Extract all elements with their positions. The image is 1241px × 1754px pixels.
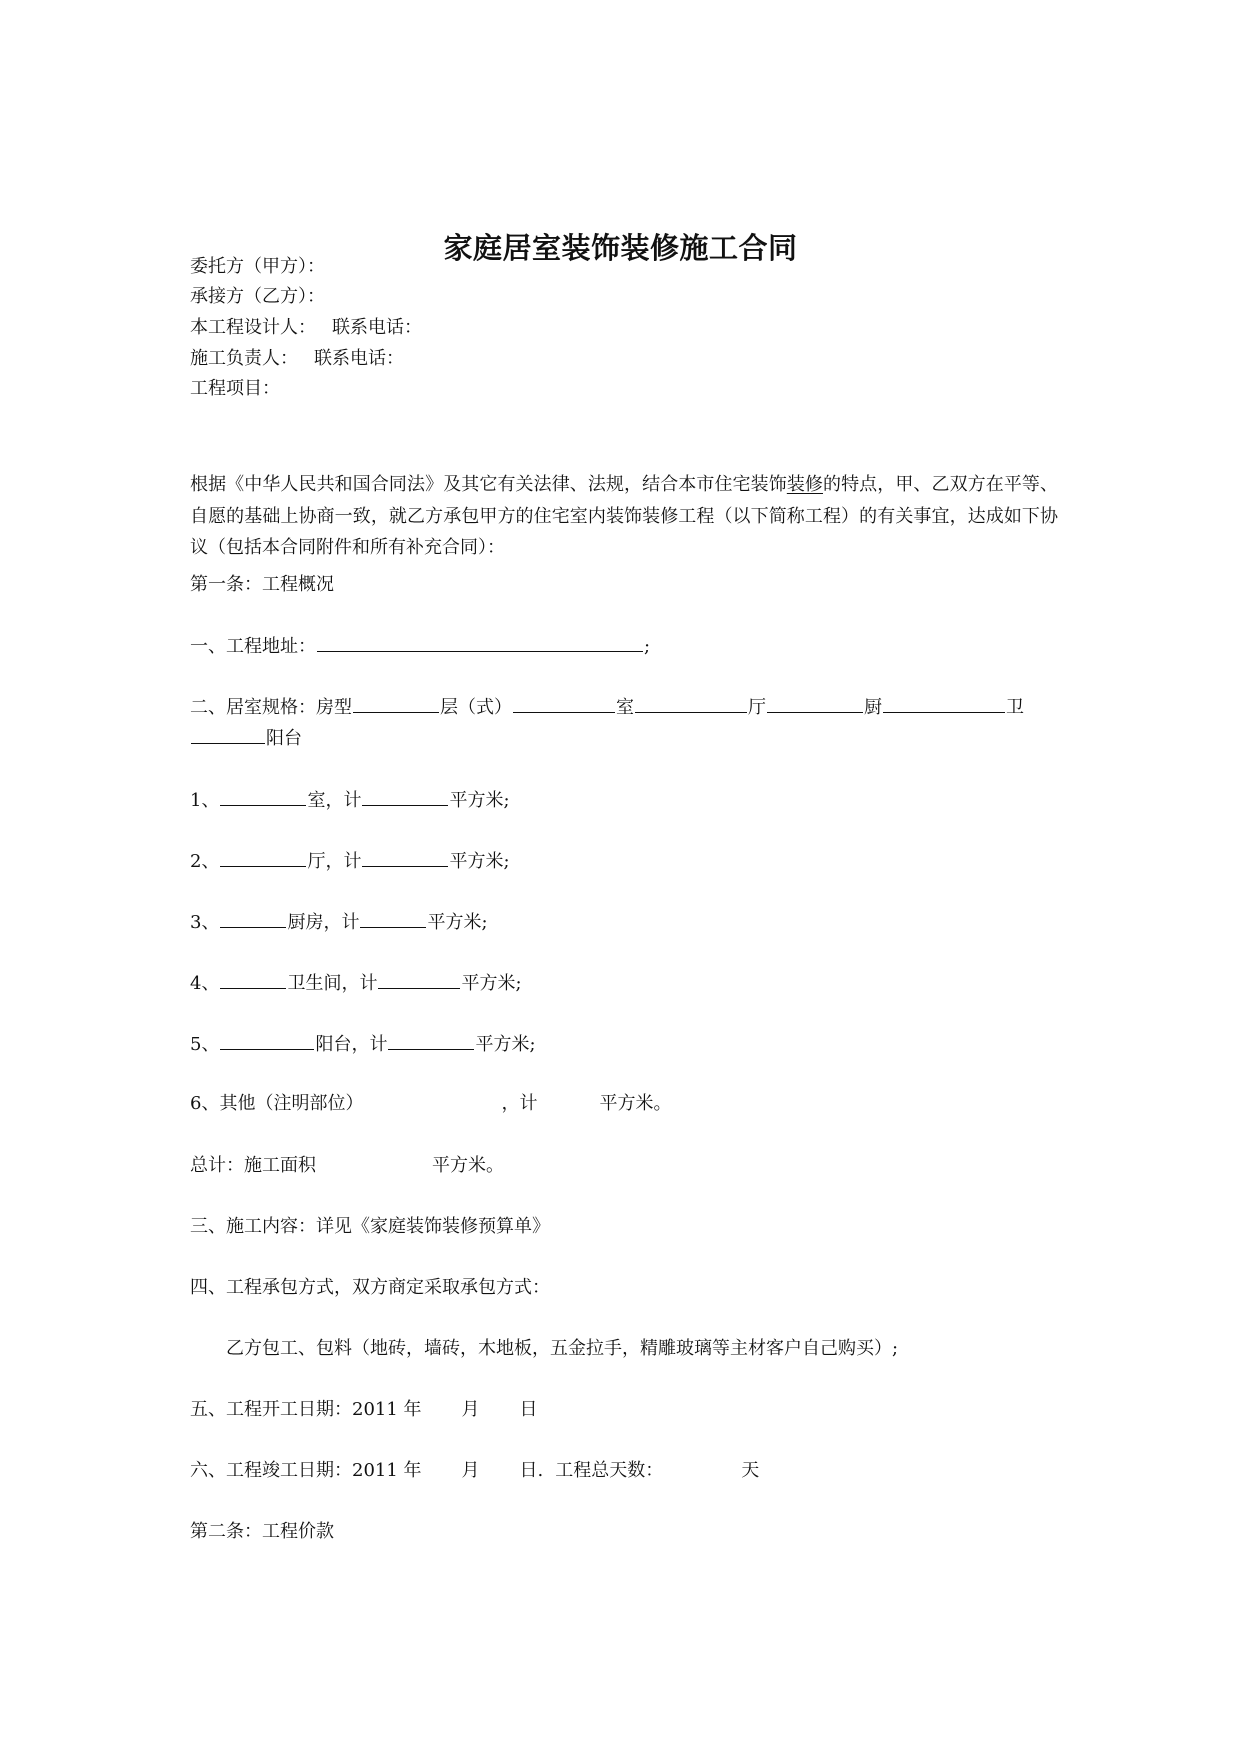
area-item-6-mid: ，计 bbox=[501, 1093, 538, 1114]
spec-room-blank bbox=[513, 695, 615, 713]
area-item-5-num: 5、 bbox=[190, 1034, 220, 1055]
area-item-1 bbox=[190, 788, 510, 812]
supervisor-label: 施工负责人： bbox=[190, 348, 298, 369]
spec-kitchen-blank bbox=[767, 695, 863, 713]
area-item-4-area-blank bbox=[378, 971, 460, 989]
spec-bath-blank bbox=[883, 695, 1005, 713]
designer-label: 本工程设计人： bbox=[190, 317, 316, 338]
spec-hall-blank bbox=[635, 695, 747, 713]
spec-label: 二、居室规格：房型 bbox=[190, 697, 352, 718]
area-item-5-unit: 阳台，计 bbox=[315, 1034, 388, 1055]
address-line bbox=[190, 634, 650, 658]
address-blank bbox=[317, 634, 643, 652]
area-item-1-area-blank bbox=[362, 788, 448, 806]
area-item-3-end: 平方米; bbox=[427, 912, 488, 933]
area-item-5 bbox=[190, 1032, 536, 1056]
address-end: ; bbox=[644, 636, 651, 657]
total-days-unit: 天 bbox=[741, 1460, 760, 1481]
address-label: 一、工程地址： bbox=[190, 636, 316, 657]
finish-day-label: 日. bbox=[519, 1460, 544, 1481]
spec-balcony-label: 阳台 bbox=[266, 728, 302, 749]
project-line: 工程项目： bbox=[190, 378, 280, 399]
designer-phone-label: 联系电话： bbox=[332, 317, 422, 338]
contract-mode-detail: 乙方包工、包料（地砖，墙砖，木地板，五金拉手，精雕玻璃等主材客户自己购买）; bbox=[226, 1338, 899, 1359]
preamble-underlined: 装修 bbox=[786, 474, 823, 495]
area-item-1-unit: 室，计 bbox=[307, 790, 362, 811]
area-item-6-label: 6、其他（注明部位） bbox=[190, 1093, 364, 1114]
area-item-5-count-blank bbox=[220, 1032, 314, 1050]
finish-date-line bbox=[190, 1460, 759, 1482]
area-item-3-num: 3、 bbox=[190, 912, 220, 933]
spec-floor-label: 层（式） bbox=[440, 697, 512, 718]
area-item-2-count-blank bbox=[220, 849, 306, 867]
area-item-2-end: 平方米; bbox=[449, 851, 510, 872]
area-item-4-unit: 卫生间，计 bbox=[287, 973, 378, 994]
area-item-4-end: 平方米; bbox=[461, 973, 522, 994]
area-item-2-num: 2、 bbox=[190, 851, 220, 872]
start-day-label: 日 bbox=[519, 1399, 538, 1420]
area-item-5-area-blank bbox=[388, 1032, 474, 1050]
area-item-1-end: 平方米; bbox=[449, 790, 510, 811]
spec-kitchen-label: 厨 bbox=[864, 697, 882, 718]
preamble-paragraph bbox=[190, 469, 1058, 564]
start-date-line bbox=[190, 1399, 538, 1421]
article-2-heading: 第二条：工程价款 bbox=[190, 1521, 334, 1542]
area-item-1-num: 1、 bbox=[190, 790, 220, 811]
designer-line bbox=[190, 317, 422, 339]
area-item-4-count-blank bbox=[220, 971, 286, 989]
area-item-3-area-blank bbox=[360, 910, 426, 928]
area-item-3-count-blank bbox=[220, 910, 286, 928]
contract-mode-line: 四、工程承包方式，双方商定采取承包方式： bbox=[190, 1277, 550, 1298]
client-line: 委托方（甲方）： bbox=[190, 256, 325, 277]
total-area-end: 平方米。 bbox=[432, 1155, 504, 1176]
finish-month-label: 月 bbox=[461, 1460, 480, 1481]
area-item-6 bbox=[190, 1093, 671, 1115]
area-item-4 bbox=[190, 971, 522, 995]
area-item-2 bbox=[190, 849, 510, 873]
spec-room-label: 室 bbox=[616, 697, 634, 718]
total-area-line bbox=[190, 1155, 504, 1177]
spec-line-1 bbox=[190, 695, 1024, 719]
spec-floor-blank bbox=[353, 695, 439, 713]
spec-bath-label: 卫 bbox=[1006, 697, 1024, 718]
preamble-part1: 根据《中华人民共和国合同法》及其它有关法律、法规，结合本市住宅装饰 bbox=[190, 474, 787, 495]
area-item-3-unit: 厨房，计 bbox=[287, 912, 360, 933]
spec-balcony-blank bbox=[191, 726, 265, 744]
area-item-2-unit: 厅，计 bbox=[307, 851, 362, 872]
preamble-part2: 的特点，甲、乙双方在平等、自愿的基础上协商一致，就乙方承包甲方的住宅室内装饰装修工程（以下简称工程）的有关事宜，达成如下协议（包括本合同附件和所有补充合同）： bbox=[190, 474, 1059, 558]
finish-date-label: 六、工程竣工日期：2011 年 bbox=[190, 1460, 422, 1481]
total-days-label: 工程总天数： bbox=[555, 1460, 664, 1481]
total-area-label: 总计：施工面积 bbox=[190, 1155, 316, 1176]
area-item-2-area-blank bbox=[362, 849, 448, 867]
area-item-5-end: 平方米; bbox=[475, 1034, 536, 1055]
article-1-heading: 第一条：工程概况 bbox=[190, 574, 334, 595]
supervisor-phone-label: 联系电话： bbox=[314, 348, 404, 369]
spec-line-2 bbox=[190, 726, 302, 750]
spec-hall-label: 厅 bbox=[748, 697, 766, 718]
document-title: 家庭居室装饰装修施工合同 bbox=[443, 231, 798, 265]
area-item-6-end: 平方米。 bbox=[599, 1093, 672, 1114]
area-item-4-num: 4、 bbox=[190, 973, 220, 994]
construction-content-line: 三、施工内容：详见《家庭装饰装修预算单》 bbox=[190, 1216, 550, 1237]
start-month-label: 月 bbox=[461, 1399, 480, 1420]
start-date-label: 五、工程开工日期：2011 年 bbox=[190, 1399, 422, 1420]
area-item-1-count-blank bbox=[220, 788, 306, 806]
contractor-line: 承接方（乙方）： bbox=[190, 286, 325, 307]
area-item-3 bbox=[190, 910, 488, 934]
supervisor-line bbox=[190, 348, 404, 370]
